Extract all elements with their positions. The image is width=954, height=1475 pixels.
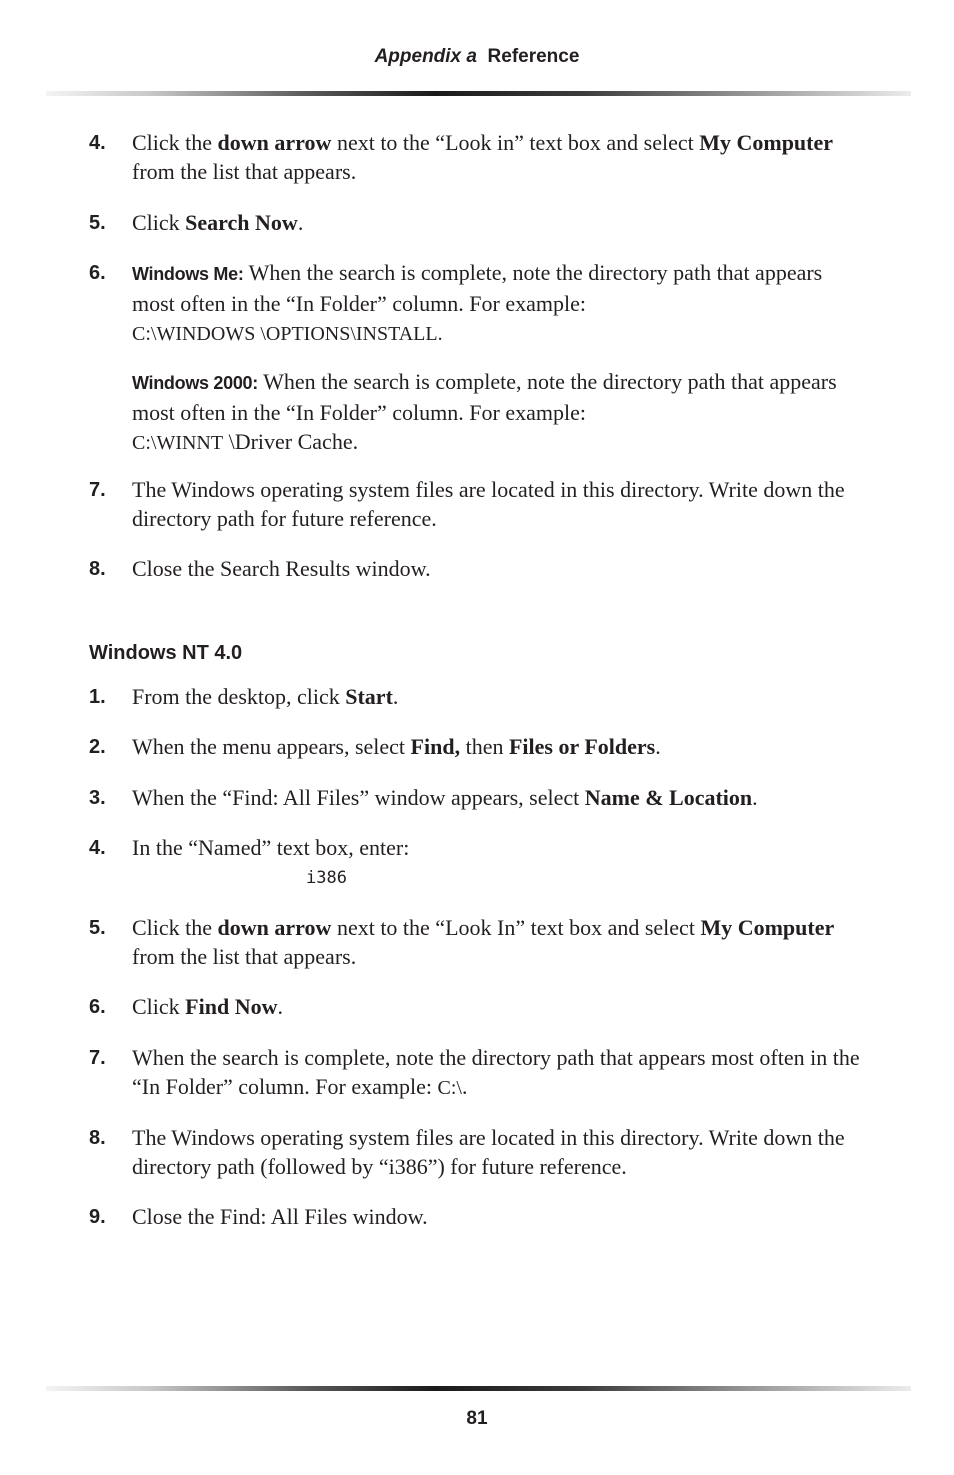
step-number: 8. (89, 1127, 106, 1149)
step-number: 6. (89, 996, 106, 1018)
step-text: Click Find Now. (132, 994, 283, 1019)
header-title: Reference (487, 46, 580, 67)
running-header (0, 46, 954, 68)
step-text: Close the Search Results window. (132, 556, 431, 581)
step-text: The Windows operating system files are located in this directory. Write down the directory path for future reference. (132, 477, 845, 531)
step-number: 6. (89, 262, 106, 284)
step-text: Windows Me: When the search is complete, note the directory path that appears most often in the “In Folder” column. For example: C:\WINDOWS \OPTIONS\INSTALL. (132, 260, 823, 345)
step-number: 1. (89, 686, 106, 708)
step-number: 9. (89, 1206, 106, 1228)
step-number: 5. (89, 917, 106, 939)
step-text: When the search is complete, note the directory path that appears most often in the “In Folder” column. For example: C:\. (132, 1045, 860, 1099)
step-text: When the menu appears, select Find, then Files or Folders. (132, 734, 661, 759)
page-number: 81 (466, 1408, 488, 1429)
header-chapter: Appendix a (374, 46, 477, 67)
step-text: Windows 2000: When the search is complete, note the directory path that appears most often in the “In Folder” column. For example: C:\WINNT \Driver Cache. (132, 369, 837, 454)
step-number: 5. (89, 212, 106, 234)
step-text: Close the Find: All Files window. (132, 1204, 428, 1229)
step-number: 3. (89, 787, 106, 809)
example-path: C:\ (437, 1077, 462, 1099)
example-path: C:\WINDOWS \OPTIONS\INSTALL. (132, 323, 443, 345)
step-number: 7. (89, 1047, 106, 1069)
footer-rule (46, 1386, 911, 1391)
step-text: The Windows operating system files are located in this directory. Write down the directory path (followed by “i386”) for future reference. (132, 1125, 845, 1179)
step-text: From the desktop, click Start. (132, 684, 399, 709)
step-text: Click the down arrow next to the “Look In” text box and select My Computer from the list that appears. (132, 915, 835, 969)
example-path: C:\WINNT (132, 432, 224, 454)
step-number: 8. (89, 558, 106, 580)
step-text: Click the down arrow next to the “Look in” text box and select My Computer from the list that appears. (132, 130, 834, 184)
step-text: Click Search Now. (132, 210, 304, 235)
header-rule (46, 91, 911, 96)
step-number: 4. (89, 837, 106, 859)
code-i386: i386 (306, 868, 347, 888)
step-number: 2. (89, 736, 106, 758)
step-text: In the “Named” text box, enter: (132, 835, 410, 860)
step-text: When the “Find: All Files” window appears, select Name & Location. (132, 785, 758, 810)
section-title: Windows NT 4.0 (89, 642, 243, 664)
step-number: 7. (89, 479, 106, 501)
step-number: 4. (89, 132, 106, 154)
